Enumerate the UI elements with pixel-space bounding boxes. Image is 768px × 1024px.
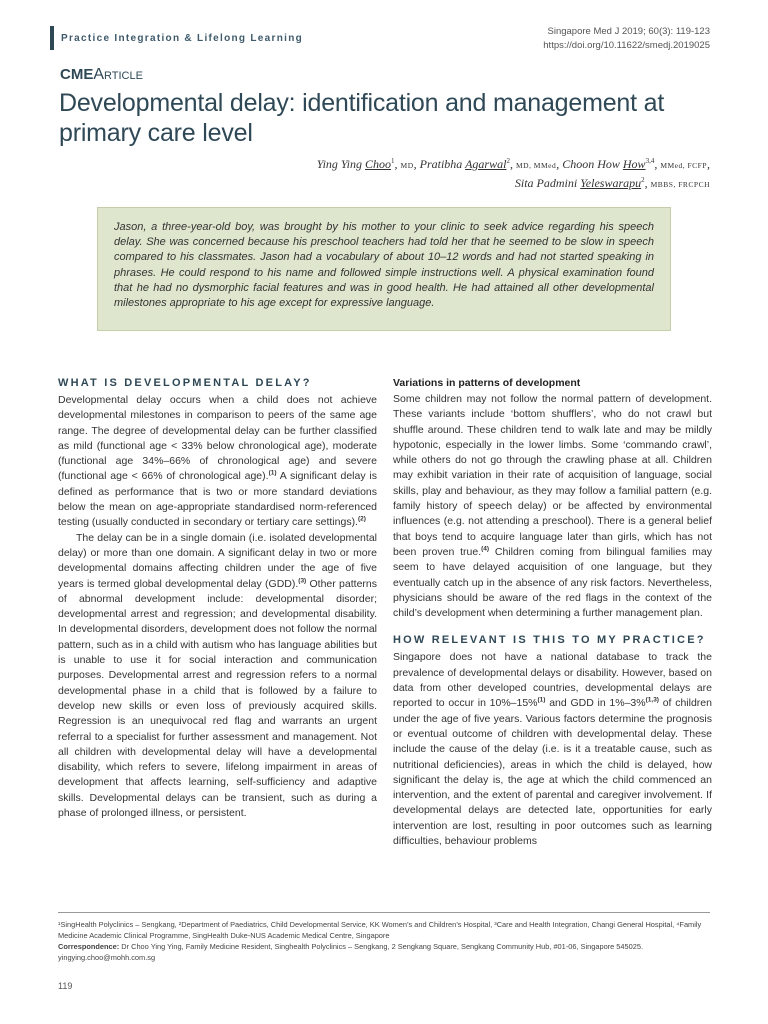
author: Sita Padmini Yeleswarapu$^2$, MBBS, FRCPCH (514, 176, 710, 190)
page-number: 119 (58, 981, 73, 991)
correspondence: Correspondence: Dr Choo Ying Ying, Family Medicine Resident, Singhealth Polyclinics – Sengkang, 2 Sengkang Square, Sengkang Community Hub, #01-06, Singapore 545025. yingying.choo@mohh.com.sg (58, 942, 644, 962)
author: Ying Ying Choo$^1$, MD, (316, 157, 417, 171)
subsection-heading: Variations in patterns of development (393, 377, 581, 389)
article-type-suffix: Article (93, 66, 143, 83)
citation: (1) (268, 469, 277, 477)
article-type-prefix: CME (60, 66, 94, 83)
author: Choon How How$^{3,4}$, MMed, FCFP, (562, 157, 710, 171)
citation: (1,3) (645, 696, 659, 704)
article-title: Developmental delay: identification and management at primary care level (59, 89, 665, 147)
paragraph: Some children may not follow the normal pattern of development. These variants include ‘bottom shufflers’, who do not crawl but shuffle around. These children tend to walk late and may be mildly hypotonic, especially in the lower limbs. Some ‘commando crawl’, while others do not go through the crawling phase at all. Children may exhibit variation in their rate of acquisition of language, social skills, play and behaviour, as they may follow a familial pattern (e.g. family history of speech delay) or be affected by environmental influences (e.g. not attending a preschool). There is a general belief that boys tend to acquire language later than girls, which has not been proven true.$^{(4)}$ Children coming from bilingual families may seem to have delayed acquisition of one language, but they eventually catch up in the absence of any risk factors. Nevertheless, physicians should be aware of the red flags in the context of the child’s development when determining a further management plan. (393, 393, 712, 620)
citation: (2) (357, 515, 366, 523)
journal-line: Singapore Med J 2019; 60(3): 119-123 (547, 26, 710, 37)
paragraph: The delay can be in a single domain (i.e. isolated developmental delay) or more than one domain. A significant delay in two or more developmental domains affecting children under the age of five years is termed global developmental delay (GDD).$^{(3)}$ Other patterns of abnormal development include: developmental disorder; developmental arrest and regression; and developmental disability. In developmental disorders, development does not follow the normal pattern, such as in a child with autism who has language abilities but is unable to use it for social interaction and communication purposes. Developmental arrest and regression refers to a normal developmental phase in a child that is followed by a failure to develop new skills or even loss of previously acquired skills. Regression is an unequivocal red flag and warrants an urgent referral to a specialist for further assessment and management. Not all children with developmental delay will have a developmental disability, which refers to severe, lifelong impairment in areas of development that affects learning, self-sufficiency and adaptive skills. Developmental delays can be transient, such as during a phase of prolonged illness, or persistent. (58, 531, 377, 820)
paragraph: Singapore does not have a national database to track the prevalence of developmental delays or disability. However, based on data from other developed countries, developmental delays are reported to occur in 10%–15%$^{(1)}$ and GDD in 1%–3%$^{(1,3)}$ of children under the age of five years. Various factors determine the prognosis or eventual outcome of children with developmental delay. These include the cause of the delay (i.e. is it a treatable cause, such as nutritional deficiencies), areas in which the child is delayed, how significant the delay is, the age at which the child commenced an intervention, and the extent of parental and caregiver involvement. If developmental delays are detected late, opportunities for early intervention are lost, resulting in poor outcomes such as learning difficulties, behaviour problems (393, 651, 712, 848)
case-scenario-box: Jason, a three-year-old boy, was brought by his mother to your clinic to seek advice regarding his speech delay. She was concerned because his preschool teachers had told her that he seemed to be slow in speech compared to his classmates. Jason had a vocabulary of about 10–12 words and had not started speaking in phrases. He could respond to his name and followed simple instructions well. A physical examination found that he had no dysmorphic facial features and was in good health. He had attained all other developmental milestones appropriate to his age except for expressive language. (97, 207, 671, 331)
section-label: Practice Integration & Lifelong Learning (61, 33, 304, 44)
citation: (1) (537, 696, 546, 704)
section-heading: HOW RELEVANT IS THIS TO MY PRACTICE? (393, 634, 706, 647)
section-marker-bar (50, 26, 54, 50)
author: Pratibha Agarwal$^2$, MD, MMed, (419, 157, 560, 171)
journal-citation (543, 25, 710, 53)
footnote (58, 919, 710, 963)
article-type (60, 66, 143, 84)
right-column (393, 376, 712, 849)
paragraph: Developmental delay occurs when a child does not achieve developmental milestones in comparison to peers of the same age range. The degree of developmental delay can be further classified as mild (functional age < 33% below chronological age), moderate (functional age 34%–66% of chronological age) and severe (functional age < 66% of chronological age).$^{(1)}$ A significant delay is defined as performance that is two or more standard deviations below the mean on age-appropriate standardised norm-referenced testing (usually conducted in secondary or tertiary care settings).$^{(2)}$ (58, 394, 377, 529)
citation: (4) (481, 545, 490, 553)
doi-link[interactable]: https://doi.org/10.11622/smedj.2019025 (543, 40, 710, 51)
footnote-divider (58, 912, 710, 913)
author-list (150, 154, 710, 192)
section-heading: WHAT IS DEVELOPMENTAL DELAY? (58, 377, 312, 389)
affiliations: ¹SingHealth Polyclinics – Sengkang, ²Department of Paediatrics, Child Developmental Service, KK Women’s and Children’s Hospital, ³Care and Health Integration, Changi General Hospital, ⁴Family Medicine Academic Clinical Programme, SingHealth Duke-NUS Academic Medical Centre, Singapore (58, 920, 702, 940)
citation: (3) (298, 577, 307, 585)
left-column (58, 376, 377, 821)
